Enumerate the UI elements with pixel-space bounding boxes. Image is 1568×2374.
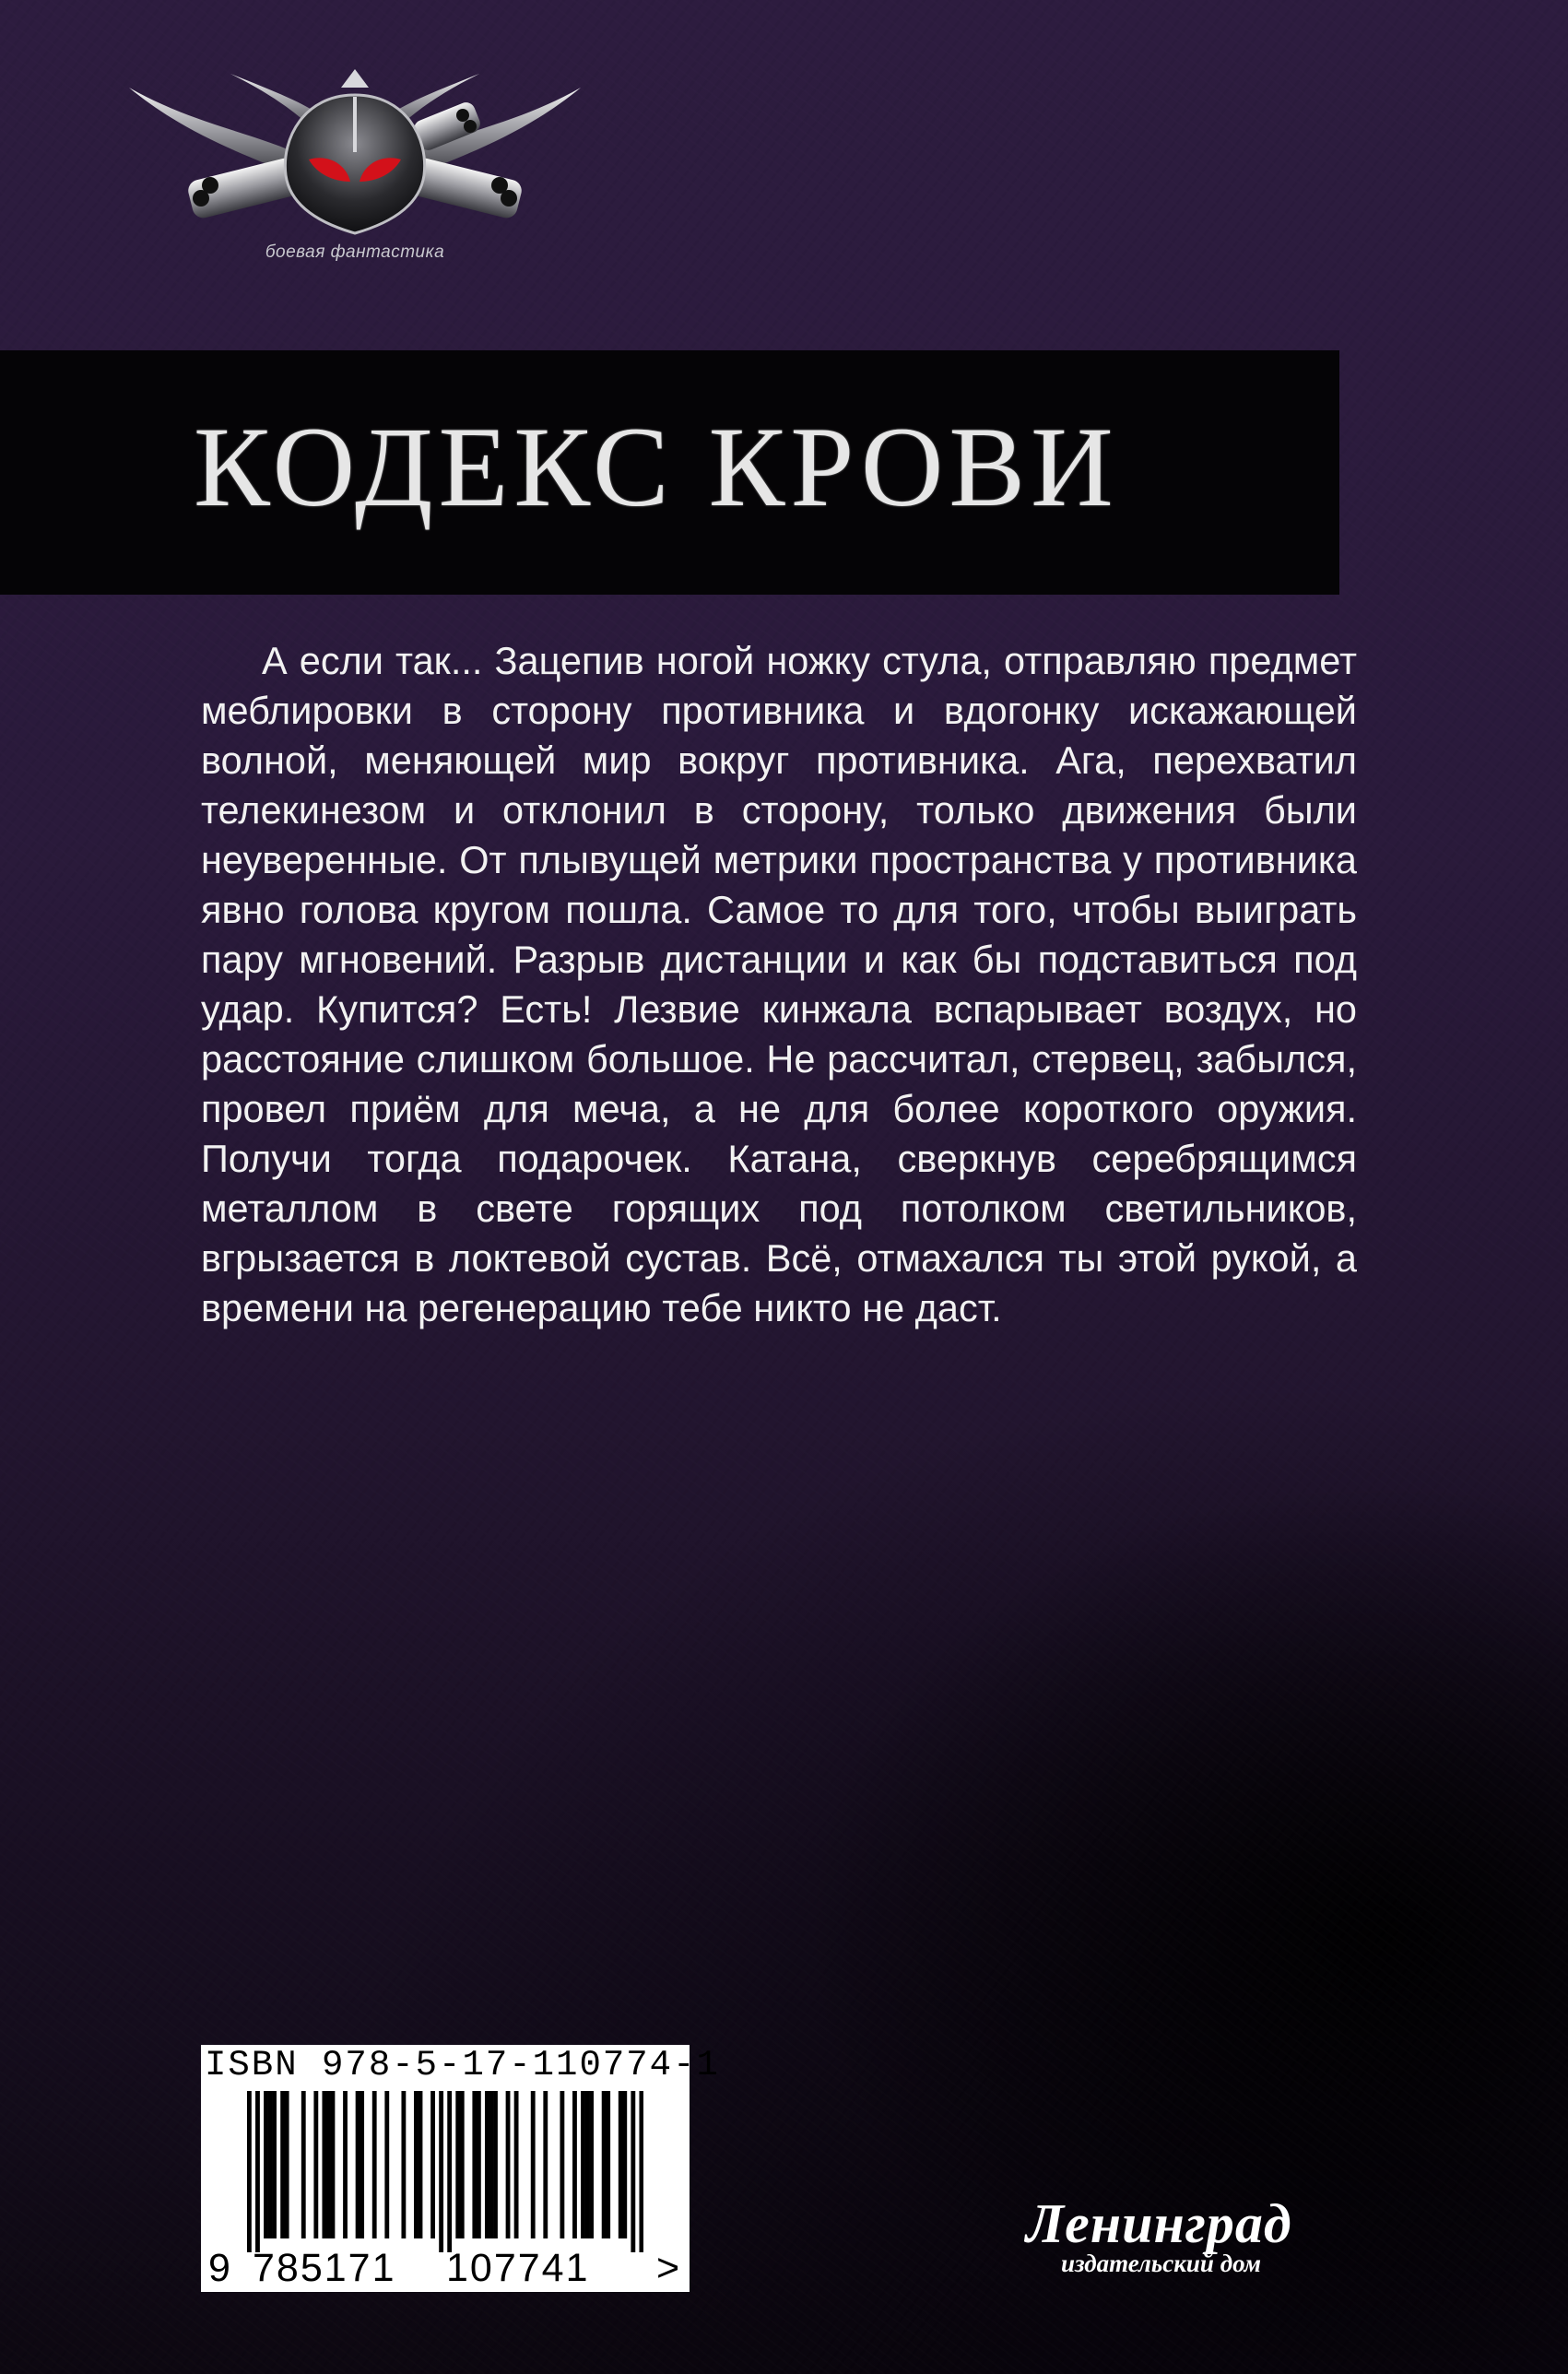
- barcode-bar: [301, 2091, 306, 2238]
- blurb-text: А если так... Зацепив ногой ножку стула, отправляю предмет меблировки в сторону противника и вдогонку искажающей волной, меняющей мир вокруг противника. Ага, перехватил телекинезом и отклонил в сторону, только движения были неуверенные. От плывущей метрики пространства у противника явно голова кругом пошла. Самое то для того, чтобы выиграть пару мгновений. Разрыв дистанции и как бы подставиться под удар. Купится? Есть! Лезвие кинжала вспарывает воздух, но расстояние слишком большое. Не рассчитал, стервец, забылся, провел приём для меча, а не для более короткого оружия. Получи тогда подарочек. Катана, сверкнув серебрящимся металлом в свете горящих под потолком светильников, вгрызается в локтевой сустав. Всё, отмахался ты этой рукой, а времени на регенерацию тебе никто не даст.: [201, 639, 1357, 1329]
- isbn-barcode: [201, 2045, 720, 2292]
- barcode-bar: [280, 2091, 285, 2238]
- publisher-name: Ленинград: [1026, 2193, 1292, 2254]
- barcode-bar: [401, 2091, 406, 2238]
- barcode-bar: [606, 2091, 610, 2238]
- helmet-with-guns-emblem-icon: [120, 69, 590, 240]
- barcode-bar: [477, 2091, 481, 2238]
- barcode-bar: [506, 2091, 511, 2238]
- barcode-bar: [619, 2091, 623, 2238]
- barcode-bar: [631, 2091, 635, 2252]
- barcode-bars: [247, 2091, 643, 2252]
- barcode-bar: [285, 2091, 289, 2238]
- barcode-bar: [589, 2091, 594, 2238]
- barcode-bar: [447, 2091, 452, 2252]
- barcode-bar: [419, 2091, 423, 2238]
- isbn-label: ISBN 978-5-17-110774-1: [205, 2045, 720, 2085]
- barcode-bar: [255, 2091, 260, 2252]
- barcode-bar: [639, 2091, 643, 2252]
- series-caption: боевая фантастика: [265, 242, 445, 262]
- barcode-bar: [414, 2091, 419, 2238]
- barcode-bar: [531, 2091, 536, 2238]
- series-emblem: [120, 69, 590, 290]
- barcode-bar: [560, 2091, 564, 2238]
- barcode-digit-first: 9: [208, 2246, 230, 2290]
- barcode-bar: [313, 2091, 318, 2238]
- barcode-bar: [572, 2091, 577, 2238]
- publisher-logo: [1008, 2192, 1358, 2285]
- barcode-digits: [205, 2246, 684, 2292]
- barcode-bar: [331, 2091, 336, 2238]
- barcode-digits-group2: 107741: [446, 2246, 590, 2290]
- barcode-bar: [489, 2091, 494, 2238]
- barcode-bar: [543, 2091, 548, 2238]
- barcode-bar: [430, 2091, 435, 2238]
- barcode-bar: [472, 2091, 477, 2238]
- barcode-bar: [272, 2091, 277, 2238]
- barcode-bar: [372, 2091, 377, 2238]
- barcode-bar: [439, 2091, 443, 2252]
- title-band: [0, 350, 1339, 595]
- barcode-bar: [581, 2091, 585, 2238]
- barcode-bar: [602, 2091, 607, 2238]
- barcode-bar: [455, 2091, 460, 2238]
- barcode-bar: [460, 2091, 465, 2238]
- barcode-bar: [514, 2091, 519, 2238]
- barcode-bar: [384, 2091, 389, 2238]
- barcode-bar: [360, 2091, 364, 2238]
- barcode-bar: [326, 2091, 331, 2238]
- barcode-bar: [264, 2091, 268, 2238]
- publisher-subtitle: издательский дом: [1061, 2250, 1262, 2277]
- barcode-bar: [322, 2091, 326, 2238]
- barcode-bar: [268, 2091, 273, 2238]
- barcode-bar: [493, 2091, 498, 2238]
- barcode-bar: [485, 2091, 489, 2238]
- barcode-bar: [585, 2091, 590, 2238]
- barcode-digit-end: >: [656, 2246, 680, 2290]
- barcode-digits-group1: 785171: [253, 2246, 396, 2290]
- barcode-bar: [356, 2091, 360, 2238]
- barcode-bar: [343, 2091, 348, 2238]
- book-title: КОДЕКС КРОВИ: [194, 404, 1119, 530]
- barcode-bar: [247, 2091, 252, 2252]
- barcode-bar: [622, 2091, 627, 2238]
